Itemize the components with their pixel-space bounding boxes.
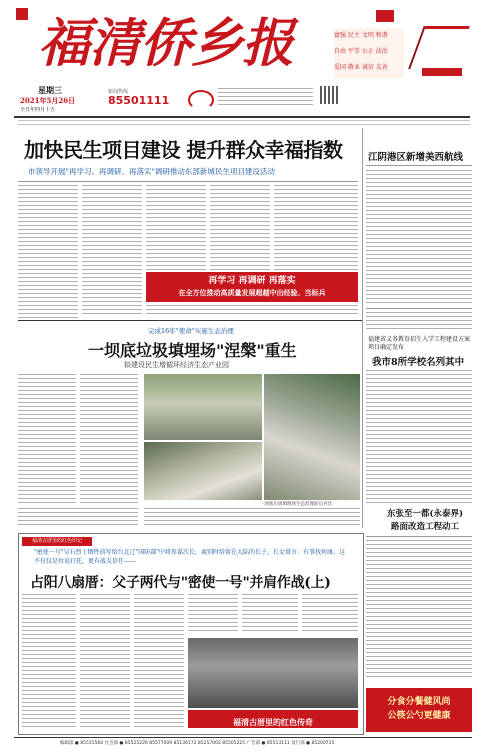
right-mid-headline1: 福建省义务教育招生入学工程建设方案项目确定发布 (368, 336, 471, 351)
masthead-rule (14, 116, 470, 118)
history-body-col (302, 594, 358, 634)
core-values-line: 自由 平等 公正 法治 (334, 48, 388, 55)
right-top-headline: 江阴港区新增美西航线 (368, 152, 464, 163)
info-bar (18, 120, 470, 125)
web-info-text (218, 88, 313, 106)
history-body-col (134, 594, 184, 729)
logo-icon (188, 90, 214, 110)
core-values-box (334, 28, 404, 78)
road-body (366, 540, 472, 680)
weekday: 星期三 (38, 85, 62, 95)
history-body-col (188, 594, 238, 634)
banner-line2: 在全方位推动高质量发展超越中出经验、当标兵 (178, 289, 326, 297)
landfill-kicker: 完成16年"使命"实施生态治理 (148, 327, 234, 335)
history-intro: "密使一号"吴石烈士牺牲前写给台北辽"国防部"中将参谋次长，离别时给留在大陆的长子，长女留言：有事找何康。这不仅仅是位说打托，更有战友信任—— (34, 549, 346, 565)
lead-body-col (146, 185, 206, 270)
ad-line2: 公筷公勺更健康 (387, 711, 451, 721)
issue-date: 2021年5月26日 (20, 96, 76, 105)
hotline-label: 新闻热线 (108, 89, 129, 95)
landfill-headline: 一坝底垃圾填埋场"涅槃"重生 (88, 341, 297, 360)
history-section-tag: 福清古厝里的红色印记 (22, 537, 92, 546)
history-body-col (22, 594, 76, 729)
core-values-line: 富强 民主 文明 和谐 (334, 32, 388, 39)
hotline-number: 85501111 (108, 94, 170, 107)
lead-headline: 加快民生项目建设 提升群众幸福指数 (24, 138, 343, 162)
public-service-ad (366, 688, 472, 732)
lead-subhead: 市领导开展"再学习、再调研、再落实"调研推动东部新城民生项目建设活动 (28, 167, 275, 176)
history-body-col (242, 594, 298, 634)
landfill-photo-after (144, 442, 262, 500)
banner-line1: 再学习 再调研 再落实 (208, 276, 296, 286)
landfill-photo-aerial (264, 374, 360, 500)
landfill-body-col (80, 374, 138, 506)
right-top-body (366, 170, 472, 305)
lunar-date: 辛丑年四月十五 (20, 107, 56, 113)
ad-line1: 分食分餐健风尚 (387, 697, 451, 707)
right-mid-body (366, 370, 472, 505)
lead-body-col (274, 185, 358, 270)
campaign-banner (146, 272, 358, 302)
lead-body-col (82, 185, 142, 315)
right-mid-headline2: 我市8所学校名列其中 (372, 357, 465, 368)
history-body-col (80, 594, 130, 729)
landfill-photo-before (144, 374, 262, 440)
calligraphy-art (412, 22, 470, 82)
landfill-body-col (18, 374, 76, 506)
core-values-line: 爱国 敬业 诚信 友善 (334, 64, 388, 71)
landfill-subhead: 拟建设民生增循环经济生态产业园 (124, 361, 229, 369)
lead-body-col (18, 185, 78, 320)
red-flag-icon (376, 10, 394, 22)
landfill-photo-caption: 一坝底垃圾填埋场生态治理前后对比 (260, 502, 332, 507)
masthead (0, 0, 484, 118)
history-headline: 占阳八扇厝：父子两代与"密使一号"并肩作战(上) (30, 575, 331, 591)
party-emblem-icon (16, 8, 28, 20)
qr-code-icon (320, 86, 338, 104)
history-group-photo (188, 638, 358, 708)
lead-body-col (210, 185, 270, 270)
history-photo-caption: 福清古厝里的红色传奇 (233, 718, 313, 727)
footer-contacts: 编辑部 ● 85515560 社会部 ● 85525226 85577009 85136172 85257002 85505225 广告部 ● 85513111 发行部 ● 85200715 (60, 741, 335, 746)
road-headline: 东张至一都(永泰界)路面改造工程动工 (386, 509, 464, 532)
newspaper-title: 福清侨乡报 (38, 13, 294, 74)
history-photo-caption-bar (188, 710, 358, 728)
